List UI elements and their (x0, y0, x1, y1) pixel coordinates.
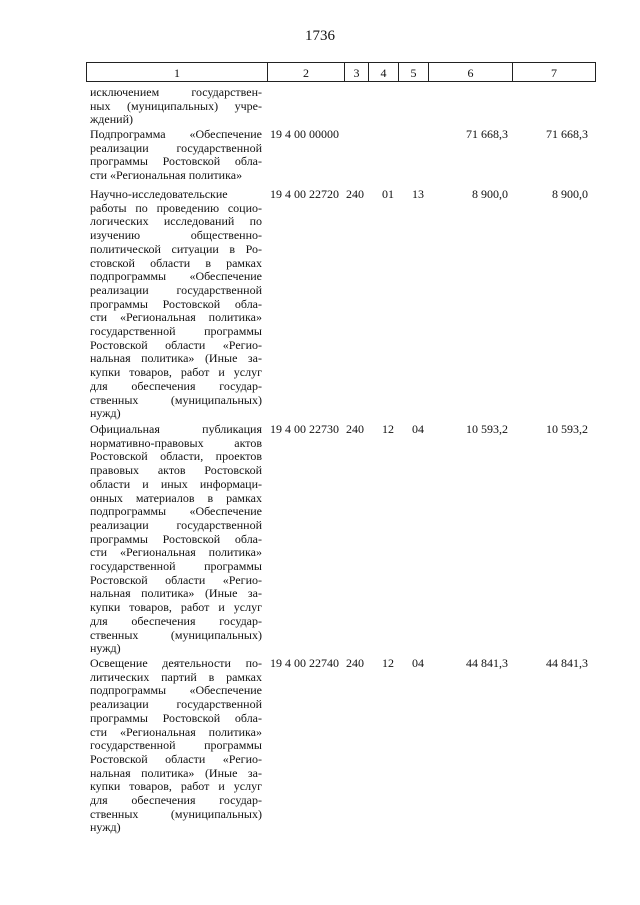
name-line: сти «Региональная политика» (90, 724, 262, 739)
row-2-c5: 13 (412, 187, 424, 201)
name-line: государственной программы (90, 738, 262, 753)
row-3-c7: 10 593,2 (546, 422, 588, 436)
row-4-name (90, 657, 262, 835)
row-4-code: 19 4 00 22740 (270, 656, 339, 670)
name-line: изучению общественно- (90, 228, 262, 243)
row-1-code: 19 4 00 00000 (270, 127, 339, 141)
name-line: ждений) (90, 112, 133, 127)
page-number: 1736 (305, 28, 335, 44)
name-line: исключением государствен- (90, 85, 262, 99)
col-2-header: 2 (303, 66, 309, 80)
name-line: Освещение деятельности по- (90, 656, 262, 670)
row-4-c6: 44 841,3 (466, 656, 508, 670)
name-line: реализации государственной (90, 282, 262, 297)
col-5-header: 5 (410, 66, 417, 80)
row-3-c3: 240 (346, 422, 364, 436)
col-1-header: 1 (174, 66, 180, 80)
col-4-header: 4 (380, 66, 387, 80)
name-line: купки товаров, работ и услуг (90, 779, 262, 794)
row-3-c4: 12 (382, 422, 394, 436)
name-line: ственных (муниципальных) (90, 627, 262, 642)
row-2-c6: 8 900,0 (472, 187, 508, 201)
row-2-c4: 01 (382, 187, 394, 201)
name-line: подпрограммы «Обеспечение (90, 504, 262, 519)
name-line: нальная политика» (Иные за- (90, 765, 262, 780)
row-3-c6: 10 593,2 (466, 422, 508, 436)
name-line: подпрограммы «Обеспечение (90, 269, 262, 284)
name-line: ственных (муниципальных) (90, 806, 262, 821)
name-line: купки товаров, работ и услуг (90, 600, 262, 615)
name-line: для обеспечения государ- (90, 378, 262, 393)
row-3-c5: 04 (412, 422, 424, 436)
name-line: для обеспечения государ- (90, 613, 262, 628)
row-1-name (90, 128, 262, 183)
table-header (86, 62, 596, 82)
name-line: логических исследований по (90, 214, 262, 229)
col-7-header: 7 (551, 66, 557, 80)
name-line: купки товаров, работ и услуг (90, 365, 262, 380)
name-line: политической ситуации в Ро- (90, 241, 262, 256)
name-line: нужд) (90, 406, 121, 421)
name-line: сти «Региональная политика» (90, 310, 262, 325)
row-0-name (90, 86, 262, 127)
name-line: Ростовской области «Регио- (90, 572, 262, 587)
name-line: работы по проведению социо- (90, 200, 262, 215)
name-line: ных (муниципальных) учре- (90, 98, 262, 113)
name-line: Ростовской области, проектов (90, 449, 262, 464)
name-line: Ростовской области «Регио- (90, 751, 262, 766)
row-1-c7: 71 668,3 (546, 127, 588, 141)
name-line: Подпрограмма «Обеспечение (90, 127, 262, 141)
row-2-c7: 8 900,0 (552, 187, 588, 201)
name-line: реализации государственной (90, 517, 262, 532)
name-line: правовых актов Ростовской (90, 463, 262, 478)
name-line: нальная политика» (Иные за- (90, 586, 262, 601)
name-line: Официальная публикация (90, 422, 262, 436)
name-line: государственной программы (90, 324, 262, 339)
name-line: онных материалов в рамках (90, 490, 262, 505)
row-1-c6: 71 668,3 (466, 127, 508, 141)
col-6-header: 6 (467, 66, 474, 80)
row-4-c4: 12 (382, 656, 394, 670)
name-line: нормативно-правовых актов (90, 435, 262, 450)
name-line: нужд) (90, 820, 121, 835)
row-4-c5: 04 (412, 656, 424, 670)
name-line: сти «Региональная политика» (90, 168, 243, 183)
name-line: Научно-исследовательские (90, 187, 228, 201)
name-line: программы Ростовской обла- (90, 531, 262, 546)
row-2-c3: 240 (346, 187, 364, 201)
row-3-name (90, 423, 262, 656)
row-3-code: 19 4 00 22730 (270, 422, 339, 436)
name-line: области и иных информаци- (90, 476, 262, 491)
name-line: реализации государственной (90, 697, 262, 712)
name-line: нальная политика» (Иные за- (90, 351, 262, 366)
name-line: реализации государственной (90, 140, 262, 155)
name-line: стовской области в рамках (90, 255, 262, 270)
name-line: подпрограммы «Обеспечение (90, 683, 262, 698)
name-line: нужд) (90, 641, 121, 656)
row-4-c3: 240 (346, 656, 364, 670)
name-line: государственной программы (90, 559, 262, 574)
col-3-header: 3 (353, 66, 360, 80)
name-line: ственных (муниципальных) (90, 392, 262, 407)
name-line: Ростовской области «Регио- (90, 337, 262, 352)
name-line: программы Ростовской обла- (90, 710, 262, 725)
name-line: литических партий в рамках (90, 669, 262, 684)
name-line: сти «Региональная политика» (90, 545, 262, 560)
name-line: программы Ростовской обла- (90, 154, 262, 169)
row-2-code: 19 4 00 22720 (270, 187, 339, 201)
name-line: для обеспечения государ- (90, 793, 262, 808)
row-2-name (90, 188, 262, 421)
row-4-c7: 44 841,3 (546, 656, 588, 670)
name-line: программы Ростовской обла- (90, 296, 262, 311)
